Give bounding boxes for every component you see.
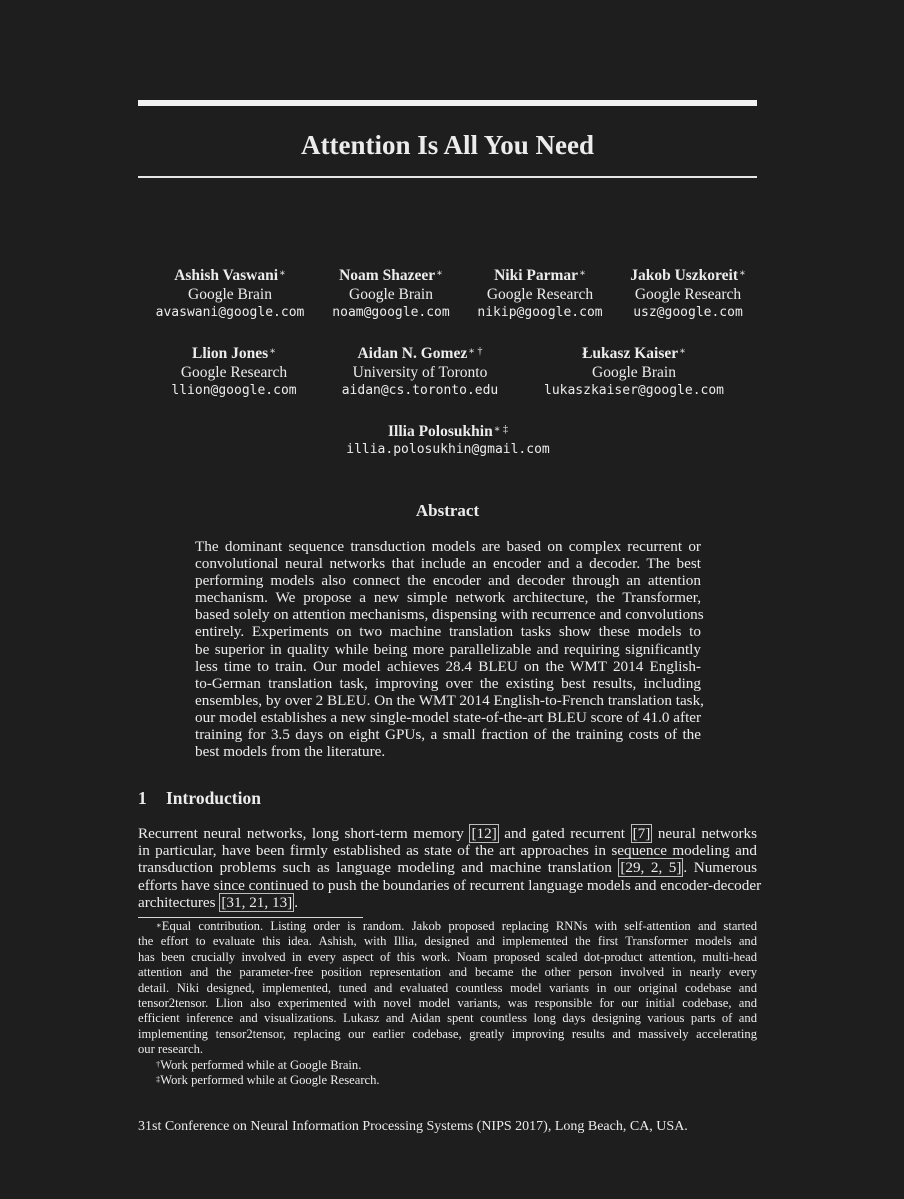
title-bottom-rule xyxy=(138,176,757,178)
footnote-line: the effort to evaluate this idea. Ashish, with Illia, designed and implemented the first Transformer models and xyxy=(138,934,757,949)
citation-link[interactable]: [31, 21, 13] xyxy=(221,893,293,911)
abstract-line: ensembles, by over 2 BLEU. On the WMT 2014 English-to-French translation task, xyxy=(195,691,704,709)
title-top-rule xyxy=(138,100,757,106)
introduction-paragraph xyxy=(138,825,762,911)
citation-link[interactable]: [29, 2, 5] xyxy=(620,859,682,877)
author-affiliation: Google Brain xyxy=(592,364,676,381)
author-affiliation: Google Research xyxy=(180,364,288,381)
author-name: Noam Shazeer∗ xyxy=(339,267,443,284)
author-block xyxy=(171,344,296,400)
author-name: Jakob Uszkoreit∗ xyxy=(630,267,746,284)
citation-link[interactable]: [12] xyxy=(471,825,497,842)
author-affiliation: Google Brain xyxy=(188,286,272,303)
intro-line: architectures [31, 21, 13] . xyxy=(138,893,299,911)
author-name: Illia Polosukhin∗ ‡ xyxy=(388,423,508,440)
author-affiliation: Google Research xyxy=(634,286,742,303)
footnote-line: detail. Niki designed, implemented, tuned and evaluated countless model variants in our original codebase and xyxy=(138,980,757,995)
footnote-line: our research. xyxy=(138,1042,204,1057)
author-block xyxy=(156,266,305,322)
author-block xyxy=(544,344,724,400)
abstract-line: be superior in quality while being more parallelizable and requiring significantly xyxy=(195,640,701,658)
author-email: illia.polosukhin@gmail.com xyxy=(346,442,550,457)
author-email: noam@google.com xyxy=(332,305,450,320)
abstract-body xyxy=(195,538,704,761)
conference-footer: 31st Conference on Neural Information Processing Systems (NIPS 2017), Long Beach, CA, USA. xyxy=(138,1119,688,1134)
author-block xyxy=(477,266,602,322)
footnote-rule xyxy=(138,917,363,918)
intro-line: Recurrent neural networks, long short-term memory [12] and gated recurrent [7] neural networks xyxy=(138,825,758,842)
intro-line: in particular, have been firmly established as state of the art approaches in sequence modeling and xyxy=(138,842,757,860)
abstract-line: performing models also connect the encoder and decoder through an attention xyxy=(195,572,701,590)
author-block xyxy=(332,266,449,322)
author-name: Aidan N. Gomez∗ † xyxy=(357,345,483,362)
abstract-line: to-German translation task, improving over the existing best results, including xyxy=(195,674,701,692)
author-email: avaswani@google.com xyxy=(155,305,305,320)
author-email: lukaszkaiser@google.com xyxy=(543,383,725,398)
author-email: usz@google.com xyxy=(633,305,743,320)
author-affiliation: Google Research xyxy=(486,286,594,303)
footnote-line: attention and the parameter-free position representation and became the other person involved in nearly every xyxy=(138,965,757,980)
author-affiliation: University of Toronto xyxy=(352,364,488,381)
intro-line: transduction problems such as language modeling and machine translation [29, 2, 5] . Numerous xyxy=(138,859,757,877)
section-heading-introduction xyxy=(138,787,261,809)
footnotes xyxy=(138,919,757,1088)
footnote-line: tensor2tensor. Llion also experimented with novel model variants, was responsible for our initial codebase, and xyxy=(138,996,757,1011)
abstract-line: our model establishes a new single-model state-of-the-art BLEU score of 41.0 after xyxy=(195,708,702,726)
section-title: Introduction xyxy=(166,788,261,808)
abstract-line: best models from the literature. xyxy=(195,743,386,761)
abstract-line: The dominant sequence transduction models are based on complex recurrent or xyxy=(195,538,701,555)
intro-line: efforts have since continued to push the boundaries of recurrent language models and encoder-decoder xyxy=(138,876,762,894)
author-email: aidan@cs.toronto.edu xyxy=(341,383,499,398)
footnote-brain: †Work performed while at Google Brain. xyxy=(156,1057,362,1072)
abstract-line: mechanism. We propose a new simple network architecture, the Transformer, xyxy=(195,589,701,607)
footnote-line: efficient inference and visualizations. Lukasz and Aidan spent countless long days designing various parts of and xyxy=(138,1011,757,1026)
author-block xyxy=(346,422,550,459)
author-name: Llion Jones∗ xyxy=(191,345,277,362)
author-email: nikip@google.com xyxy=(477,305,603,320)
footnote-line: implementing tensor2tensor, replacing our earlier codebase, greatly improving results and massively accelerating xyxy=(138,1026,757,1041)
section-number: 1 xyxy=(138,788,147,808)
author-block xyxy=(630,266,746,322)
abstract-line: convolutional neural networks that include an encoder and a decoder. The best xyxy=(195,555,701,573)
author-name: Ashish Vaswani∗ xyxy=(174,267,286,284)
author-name: Niki Parmar∗ xyxy=(494,267,586,284)
paper-title: Attention Is All You Need xyxy=(300,130,595,160)
abstract-line: training for 3.5 days on eight GPUs, a small fraction of the training costs of the xyxy=(195,726,701,744)
abstract-heading: Abstract xyxy=(415,501,480,520)
footnote-research: ‡Work performed while at Google Research. xyxy=(156,1073,380,1088)
footnote-line: has been crucially involved in every aspect of this work. Noam proposed scaled dot-product attention, multi-head xyxy=(138,949,757,964)
author-affiliation: Google Brain xyxy=(349,286,433,303)
abstract-line: based solely on attention mechanisms, dispensing with recurrence and convolutions xyxy=(195,606,704,624)
author-block xyxy=(342,344,499,400)
author-name: Łukasz Kaiser∗ xyxy=(582,345,686,362)
citation-link[interactable]: [7] xyxy=(632,825,651,842)
abstract-line: entirely. Experiments on two machine translation tasks show these models to xyxy=(195,623,701,641)
author-email: llion@google.com xyxy=(171,383,297,398)
abstract-line: less time to train. Our model achieves 28.4 BLEU on the WMT 2014 English- xyxy=(195,657,701,675)
footnote-line: ∗Equal contribution. Listing order is random. Jakob proposed replacing RNNs with self-attention and started xyxy=(156,919,757,933)
